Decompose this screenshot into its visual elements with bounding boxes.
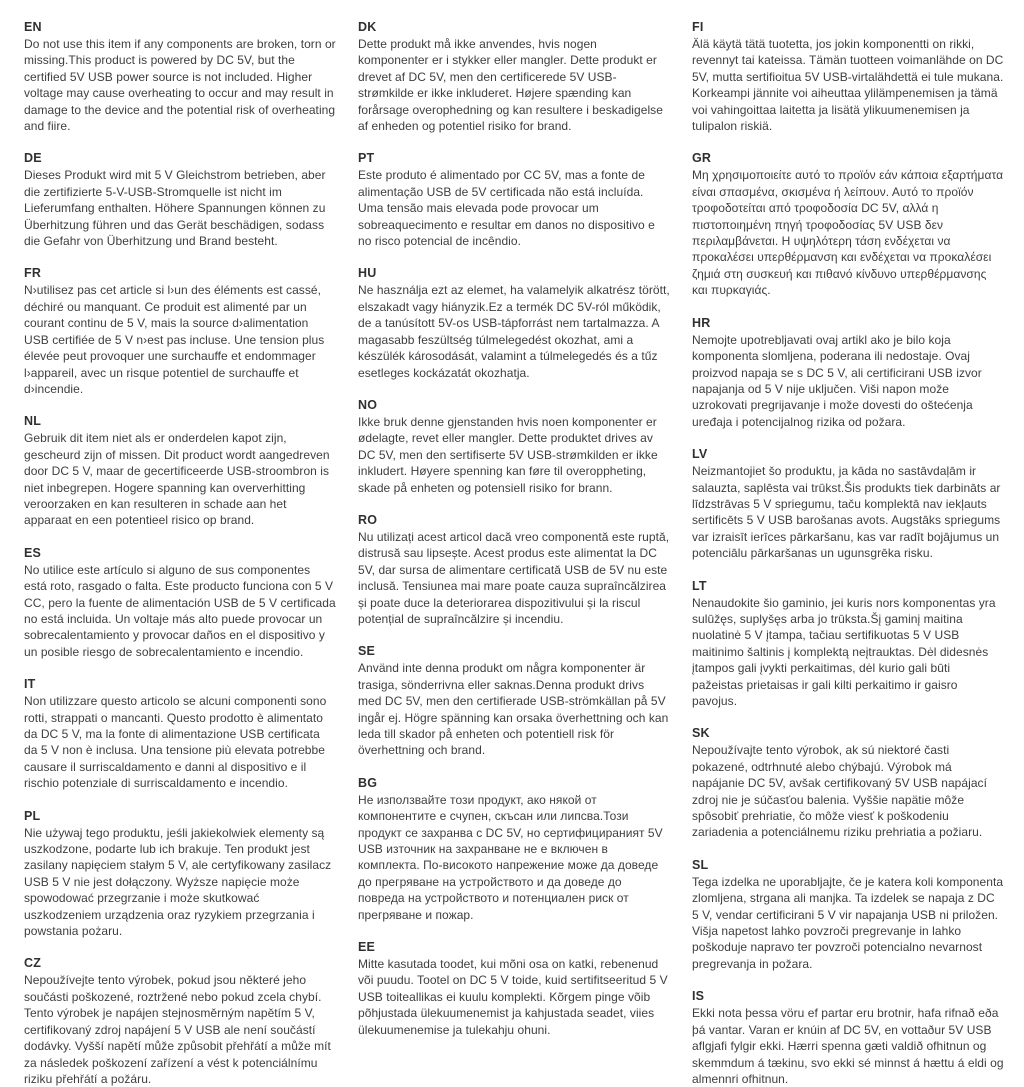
warning-text: Nemojte upotrebljavati ovaj artikl ako je bilo koja komponenta slomljena, poderana ili nedostaje. Ovaj proizvod napaja se s DC 5 V, ali certificirani USB izvor napajanja od 5 V nije uključen. Viši napon može uzrokovati pregrijavanje i može dovesti do oštećenja uređaja i potencijalnog rizika od požara. xyxy=(692,332,982,429)
column-3 xyxy=(692,20,1004,1086)
warning-text: Nepoužívejte tento výrobek, pokud jsou některé jeho součásti poškozené, roztržené nebo pokud zcela chybí. Tento výrobek je napájen stejnosměrným napětím 5 V, certifikovaný zdroj napájení 5 V USB ale není součástí dodávky. Vyšší napětí může způsobit přehřátí a může mít za následek poškození zařízení a vést k potenciálnímu riziku přehřátí a požáru. xyxy=(24,973,331,1086)
language-section-en xyxy=(24,20,336,134)
language-section-is xyxy=(692,989,1004,1087)
language-code-label: EE xyxy=(358,940,376,955)
language-section-gr xyxy=(692,151,1004,298)
language-code-label: IS xyxy=(692,989,705,1004)
language-code-label: SE xyxy=(358,644,376,659)
language-section-it xyxy=(24,677,336,791)
language-section-nl xyxy=(24,414,336,528)
warning-text: Ne használja ezt az elemet, ha valamelyik alkatrész törött, elszakadt vagy hiányzik.Ez a termék DC 5V-ról működik, de a tanúsított 5V-os USB-tápforrást nem tartalmazza. A magasabb feszültség túlmelegedést okozhat, ami a készülék károsodását, valamint a túlmelegedés és a tűz esetleges kockázatát okozhatja. xyxy=(358,283,670,380)
language-section-pl xyxy=(24,809,336,940)
language-section-pt xyxy=(358,151,670,249)
warning-text: Dieses Produkt wird mit 5 V Gleichstrom betrieben, aber die zertifizierte 5-V-USB-Stromquelle ist nicht im Lieferumfang enthalten. Höhere Spannungen können zu Überhitzung führen und das Gerät beschädigen, sodass die Gefahr von Überhitzung und Brand besteht. xyxy=(24,168,326,249)
warning-text: Nepoužívajte tento výrobok, ak sú niektoré časti pokazené, odtrhnuté alebo chýbajú. Výrobok má napájanie DC 5V, avšak certifikovaný 5V USB napájací zdroj nie je súčasťou balenia. Vyššie napätie môže spôsobiť prehriatie, čo môže viesť k poškodeniu zariadenia a potenciálnemu riziku prehriatia a požiaru. xyxy=(692,743,987,840)
language-section-lt xyxy=(692,579,1004,710)
language-code-label: ES xyxy=(24,545,42,560)
language-section-fi xyxy=(692,20,1004,134)
language-code-label: DE xyxy=(24,151,42,166)
warning-text: Mitte kasutada toodet, kui mõni osa on katki, rebenenud või puudu. Tootel on DC 5 V toide, kuid sertifitseeritud 5 V USB toiteallikas ei kuulu komplekti. Kõrgem pinge võib põhjustada ülekuumenemist ja kahjustada seadet, viies ülekuumenemise ja tulekahju ohuni. xyxy=(358,957,668,1037)
language-section-hu xyxy=(358,266,670,380)
language-code-label: PL xyxy=(24,808,41,823)
column-1 xyxy=(24,20,336,1086)
language-section-cz xyxy=(24,956,336,1087)
language-code-label: EN xyxy=(24,20,42,34)
warning-text: Nie używaj tego produktu, jeśli jakiekolwiek elementy są uszkodzone, podarte lub ich brakuje. Ten produkt jest zasilany napięciem stałym 5 V, ale certyfikowany zasilacz USB 5 V nie jest dołączony. Wyższe napięcie może spowodować przegrzanie i może skutkować uszkodzeniem urządzenia oraz ryzykiem przegrzania i powstania pożaru. xyxy=(24,825,332,939)
language-code-label: IT xyxy=(24,677,36,692)
language-code-label: FI xyxy=(692,20,704,34)
warning-text: Nu utilizați acest articol dacă vreo componentă este ruptă, distrusă sau lipsește. Acest produs este alimentat la DC 5V, dar sursa de alimentare certificată USB de 5V nu este inclusă. Tensiunea mai mare poate cauza supraîncălzirea și poate duce la deteriorarea dispozitivului și la riscul potențial de supraîncălzire și incendiu. xyxy=(358,529,670,626)
warning-text: Använd inte denna produkt om några komponenter är trasiga, sönderrivna eller saknas.Denna produkt drivs med DC 5V, men den certifierade USB-strömkällan på 5V ingår ej. Högre spänning kan orsaka överhettning och kan leda till skador på enheten och potentiell risk för överhettning och brand. xyxy=(358,661,669,758)
language-code-label: SL xyxy=(692,857,709,872)
language-section-no xyxy=(358,398,670,496)
warning-text: Μη χρησιμοποιείτε αυτό το προϊόν εάν κάποια εξαρτήματα είναι σπασμένα, σκισμένα ή λείπουν. Αυτό το προϊόν τροφοδοτείται από τροφοδοσία DC 5V, αλλά η πιστοποιημένη πηγή τροφοδοσίας 5V USB δεν περιλαμβάνεται. Η υψηλότερη τάση ενδέχεται να προκαλέσει υπερθέρμανση και ενδέχεται να προκαλέσει ζημιά στη συσκευή και πιθανό κίνδυνο υπερθέρμανσης και πυρκαγιάς. xyxy=(692,168,1004,298)
language-section-ro xyxy=(358,513,670,627)
language-code-label: GR xyxy=(692,151,712,166)
language-section-sl xyxy=(692,858,1004,972)
language-code-label: CZ xyxy=(24,956,42,971)
language-section-bg xyxy=(358,776,670,923)
language-section-ee xyxy=(358,940,670,1038)
language-code-label: LT xyxy=(692,578,707,593)
language-code-label: PT xyxy=(358,151,375,166)
warning-text: Non utilizzare questo articolo se alcuni componenti sono rotti, strappati o mancanti. Questo prodotto è alimentato da DC 5 V, ma la fonte di alimentazione USB certificata da 5 V non è inclusa. Una tensione più elevata potrebbe causare il surriscaldamento e danni al dispositivo e il rischio potenziale di surriscaldamento e incendio. xyxy=(24,694,327,791)
language-section-se xyxy=(358,644,670,758)
language-code-label: DK xyxy=(358,20,377,34)
warning-text: N›utilisez pas cet article si l›un des éléments est cassé, déchiré ou manquant. Ce produit est alimenté par un courant continu de 5 V, mais la source d›alimentation USB certifiée de 5 V n›est pas incluse. Une tension plus élevée peut provoquer une surchauffe et endommager l›appareil, avec un risque potentiel de surchauffe et d›incendie. xyxy=(24,283,325,396)
warning-text: Dette produkt må ikke anvendes, hvis nogen komponenter er i stykker eller mangler. Dette produkt er drevet af DC 5V, men den certificerede 5V USB-strømkilde er ikke inkluderet. Højere spænding kan forårsage overophedning og kan resultere i beskadigelse af enheden og potentiel risiko for brand. xyxy=(358,37,663,134)
language-section-lv xyxy=(692,447,1004,561)
language-code-label: NL xyxy=(24,414,42,429)
language-code-label: RO xyxy=(358,512,378,527)
language-section-sk xyxy=(692,726,1004,840)
warning-text: Gebruik dit item niet als er onderdelen kapot zijn, gescheurd zijn of missen. Dit product wordt aangedreven door DC 5 V, maar de gecertificeerde USB-stroombron is niet inbegrepen. Hogere spanning kan oververhitting veroorzaken en kan resulteren in schade aan het apparaat en een potentieel risico op brand. xyxy=(24,431,330,528)
column-2 xyxy=(358,20,670,1037)
language-code-label: FR xyxy=(24,266,42,281)
language-section-dk xyxy=(358,20,670,134)
language-section-es xyxy=(24,546,336,660)
language-code-label: BG xyxy=(358,775,378,790)
warning-text: Este produto é alimentado por CC 5V, mas a fonte de alimentação USB de 5V certificada não está incluída. Uma tensão mais elevada pode provocar um sobreaquecimento e resultar em danos no dispositivo e no risco potencial de incêndio. xyxy=(358,168,655,249)
warning-text: Älä käytä tätä tuotetta, jos jokin komponentti on rikki, revennyt tai kateissa. Tämän tuotteen voimanlähde on DC 5V, mutta sertifioitua 5V USB-virtalähdettä ei tule mukana. Korkeampi jännite voi aiheuttaa ylilämpenemisen ja tämä voi vahingoittaa laitetta ja lisätä ylikuumenemisen ja tulipalon riskiä. xyxy=(692,37,1004,134)
language-code-label: HR xyxy=(692,315,711,330)
language-section-de xyxy=(24,151,336,249)
warning-text: Nenaudokite šio gaminio, jei kuris nors komponentas yra sulūžęs, suplyšęs arba jo trūksta.Šį gaminį maitina nuolatinė 5 V įtampa, tačiau sertifikuotas 5 V USB maitinimo šaltinis į komplektą neįtrauktas. Dėl didesnės įtampos gali įvykti perkaitimas, dėl kurio gali būti pažeistas prietaisas ir gali kilti perkaitimo ir gaisro pavojus. xyxy=(692,595,996,708)
warning-text: Ekki nota þessa vöru ef partar eru brotnir, hafa rifnað eða þá vantar. Varan er knúin af DC 5V, en vottaður 5V USB aflgjafi fylgir ekki. Hærri spenna gæti valdið ofhitnun og skemmdum á tækinu, svo ekki sé minnst á hættu á eldi og almennri ofhitnun. xyxy=(692,1006,1004,1086)
language-section-hr xyxy=(692,316,1004,430)
warning-text: No utilice este artículo si alguno de sus componentes está roto, rasgado o falta. Este producto funciona con 5 V CC, pero la fuente de alimentación USB de 5 V certificada no está incluida. Un voltaje más alto puede provocar un sobrecalentamiento y provocar daños en el dispositivo y un posible riesgo de sobrecalentamiento e incendio. xyxy=(24,562,336,659)
warning-text: Tega izdelka ne uporabljajte, če je katera koli komponenta zlomljena, strgana ali manjka. Ta izdelek se napaja z DC 5 V, vendar certificirani 5 V vir napajanja USB ni priložen. Višja napetost lahko povzroči pregrevanje in lahko poškoduje napravo ter povzroči potencialno nevarnost pregrevanja in požara. xyxy=(692,874,1004,971)
warning-text: Ikke bruk denne gjenstanden hvis noen komponenter er ødelagte, revet eller mangler. Dette produktet drives av DC 5V, men den sertifiserte 5V USB-strømkilden er ikke inkludert. Høyere spenning kan føre til overoppheting, skade på enheten og potensiell risiko for brann. xyxy=(358,414,658,495)
language-code-label: SK xyxy=(692,726,710,741)
warning-text: Не използвайте този продукт, ако някой от компонентите е счупен, скъсан или липсва.Този продукт се захранва с DC 5V, но сертифицираният 5V USB източник на захранване не е включен в комплекта. По-високото напрежение може да доведе до прегряване на устройството и да доведе до повреда на устройството и потенциален риск от прегряване и пожар. xyxy=(358,792,663,922)
language-code-label: HU xyxy=(358,266,377,281)
language-code-label: LV xyxy=(692,447,708,462)
warning-text: Neizmantojiet šo produktu, ja kāda no sastāvdaļām ir salauzta, saplēsta vai trūkst.Šis produkts tiek darbināts ar līdzstrāvas 5 V spriegumu, taču komplektā nav iekļauts sertificēts 5 V USB barošanas avots. Augstāks spriegums var izraisīt ierīces pārkaršanu, kas var radīt bojājumus un potenciālu pārkaršanas un ugunsgrēka risku. xyxy=(692,464,1001,561)
language-code-label: NO xyxy=(358,397,378,412)
warning-text: Do not use this item if any components are broken, torn or missing.This product is powered by DC 5V, but the certified 5V USB power source is not included. Higher voltage may cause overheating to occur and may result in damage to the device and the potential risk of overheating and fiire. xyxy=(24,37,336,134)
language-section-fr xyxy=(24,266,336,397)
